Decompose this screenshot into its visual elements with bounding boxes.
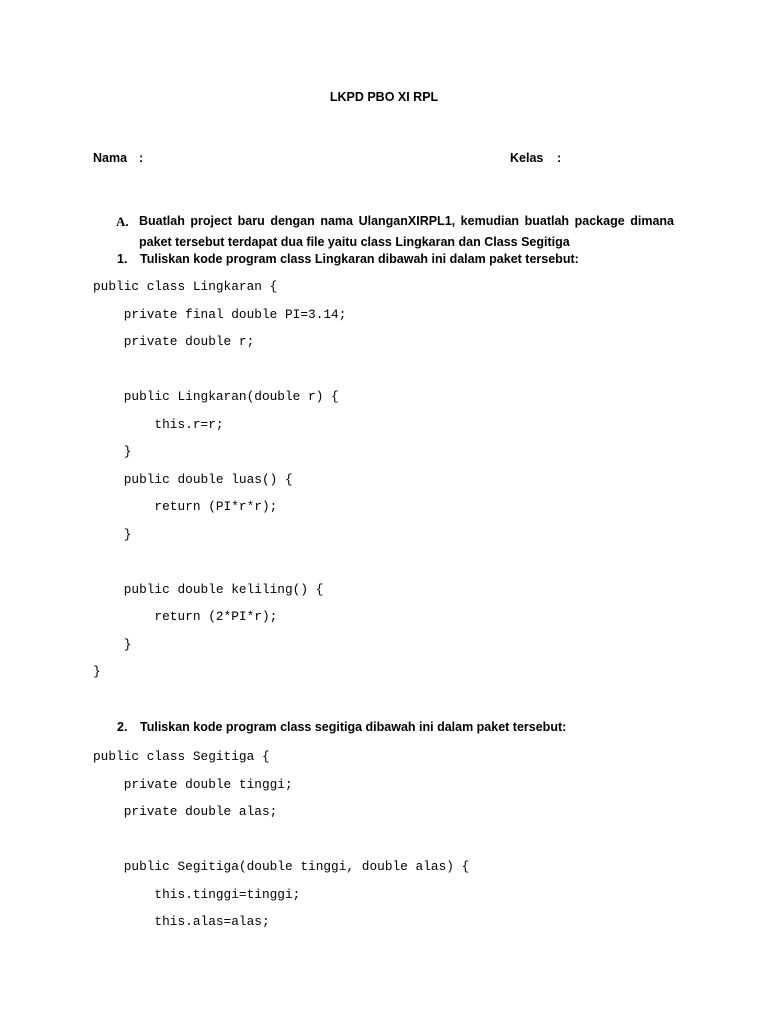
code-line: public class Lingkaran {	[93, 279, 278, 294]
class-colon: :	[557, 151, 562, 165]
task2-heading	[117, 720, 566, 734]
code-line: private double tinggi;	[93, 776, 293, 792]
code-line: }	[93, 526, 132, 542]
code-line: public Lingkaran(double r) {	[93, 389, 339, 404]
code-line: this.tinggi=tinggi;	[93, 886, 301, 902]
code-line: public Segitiga(double tinggi, double alas) {	[93, 859, 470, 874]
section-a	[116, 211, 674, 253]
section-a-letter: A.	[116, 214, 129, 229]
code-line: private double alas;	[93, 804, 278, 819]
task1-instruction: Tuliskan kode program class Lingkaran dibawah ini dalam paket tersebut:	[140, 252, 579, 266]
page-title: LKPD PBO XI RPL	[329, 90, 439, 104]
task2-number: 2.	[117, 720, 128, 734]
code-line: this.r=r;	[93, 416, 224, 432]
name-colon: :	[139, 151, 144, 165]
code-line: }	[93, 636, 132, 652]
code-line: public double luas() {	[93, 471, 293, 487]
code-line: this.alas=alas;	[93, 914, 270, 929]
section-a-text: Buatlah project baru dengan nama UlanganXIRPL1, kemudian buatlah package dimana paket tersebut terdapat dua file yaitu class Lingkaran dan Class Segitiga	[139, 214, 674, 249]
code-line: private final double PI=3.14;	[93, 306, 347, 322]
class-label: Kelas	[510, 151, 544, 165]
code-line: return (2*PI*r);	[93, 609, 278, 624]
task1-number: 1.	[117, 252, 128, 266]
code-line: }	[93, 664, 101, 679]
code-line: private double r;	[93, 334, 255, 349]
code-line: public double keliling() {	[93, 581, 324, 597]
task2-instruction: Tuliskan kode program class segitiga dibawah ini dalam paket tersebut:	[140, 720, 567, 734]
task1-heading	[117, 252, 579, 266]
name-label: Nama	[93, 151, 128, 165]
code-line: return (PI*r*r);	[93, 499, 278, 514]
code-line: }	[93, 444, 132, 459]
code-line: public class Segitiga {	[93, 749, 270, 764]
